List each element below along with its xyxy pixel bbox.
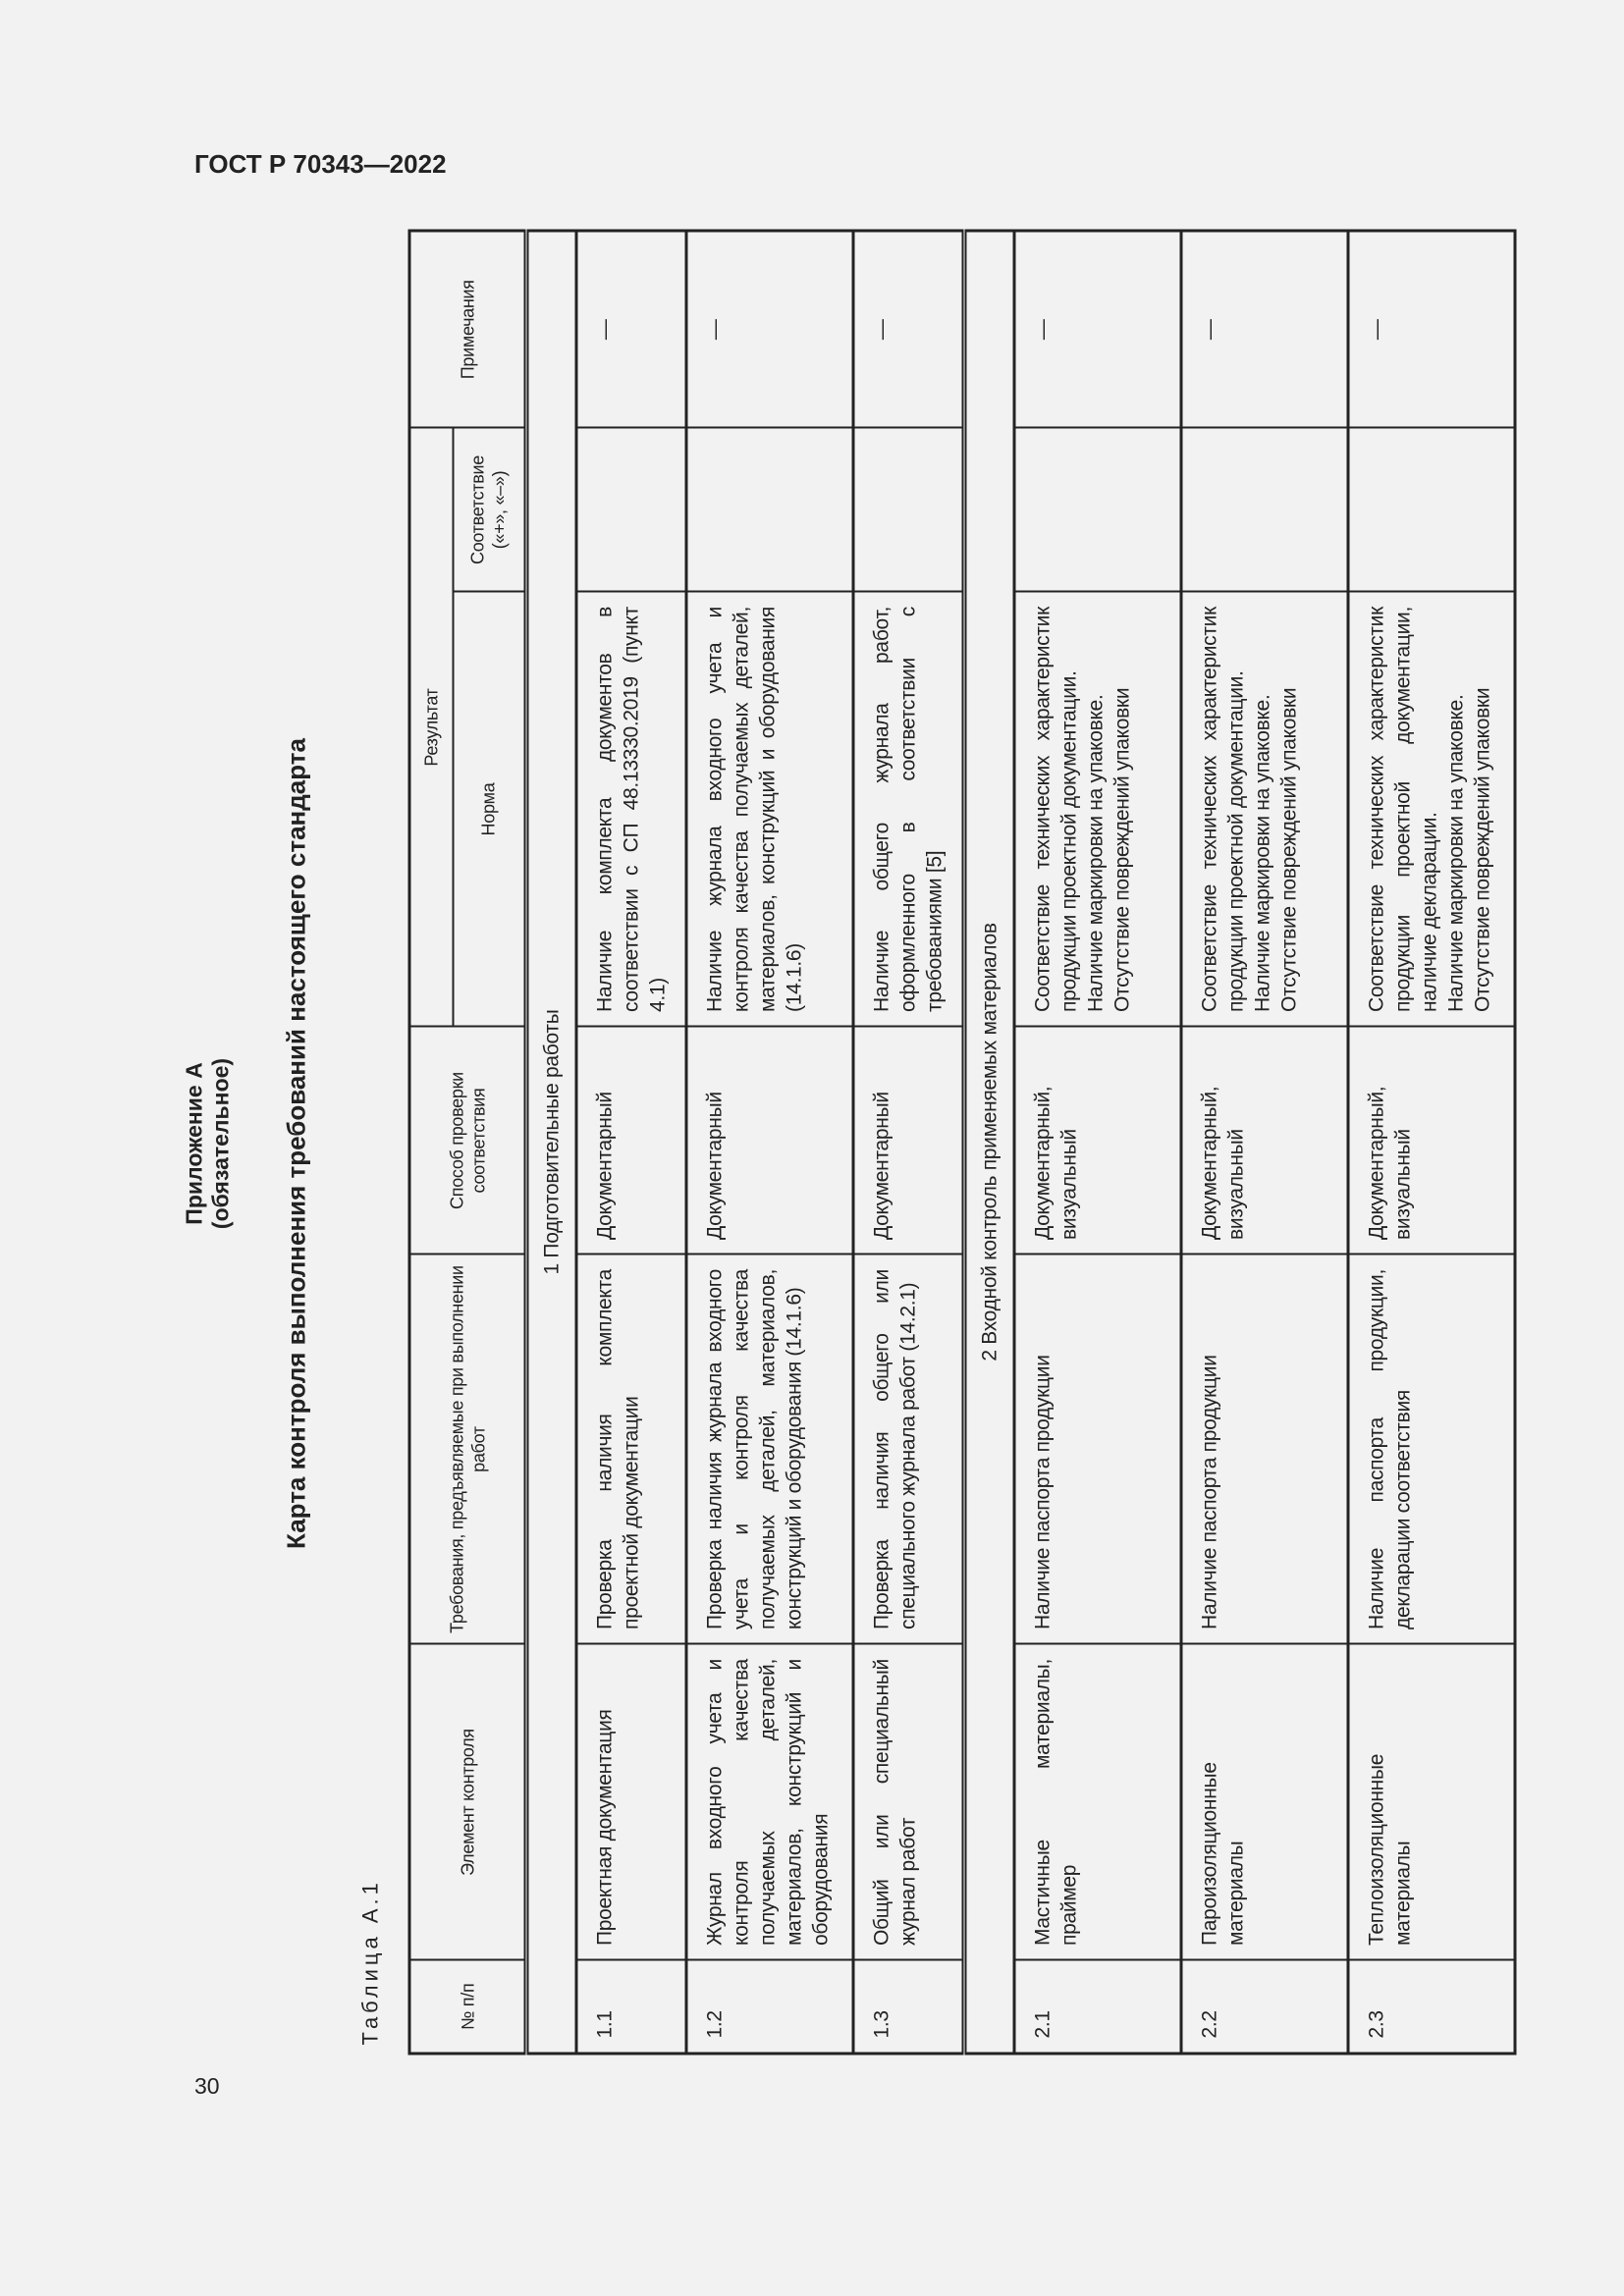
table-label: Таблица А.1 [357, 1878, 382, 2045]
cell-requirements: Наличие паспорта продукции [1014, 1255, 1181, 1644]
header-requirements: Требования, предъявляемые при выполнении работ [409, 1255, 526, 1644]
cell-notes: — [853, 230, 964, 427]
cell-requirements: Наличие паспорта продукции, декларации соответствия [1348, 1255, 1515, 1644]
cell-num: 2.3 [1348, 1960, 1515, 2054]
cell-compliance [1014, 427, 1181, 591]
header-norm: Норма [453, 592, 526, 1027]
cell-compliance [853, 427, 964, 591]
section-title: 1 Подготовительные работы [526, 230, 576, 2053]
header-row [409, 230, 453, 2053]
cell-element: Журнал входного учета и контроля качества получаемых деталей, материалов, конструкций и оборудования [686, 1644, 853, 1960]
cell-element: Пароизоляционные материалы [1181, 1644, 1348, 1960]
table-title: Карта контроля выполнения требований настоящего стандарта [281, 737, 310, 1549]
cell-notes: — [1348, 230, 1515, 427]
document-id: ГОСТ Р 70343—2022 [194, 149, 447, 179]
norm-line: Соответствие технических характеристик продукции проектной документации, наличие декларации. [1365, 606, 1440, 1012]
norm-line: Соответствие технических характеристик продукции проектной документации. [1031, 606, 1080, 1012]
table-row [1014, 230, 1181, 2053]
cell-norm [576, 592, 686, 1027]
cell-norm [1014, 592, 1181, 1027]
cell-method: Документарный, визуальный [1014, 1027, 1181, 1255]
section-title: 2 Входной контроль применяемых материалов [964, 230, 1014, 2053]
norm-line: Наличие комплекта документов в соответствии с СП 48.13330.2019 (пункт 4.1) [593, 606, 669, 1012]
cell-method: Документарный, визуальный [1181, 1027, 1348, 1255]
table-row [1348, 230, 1515, 2053]
header-notes: Примечания [409, 230, 526, 427]
control-map-table [407, 229, 1516, 2055]
header-result: Результат [409, 427, 453, 1026]
cell-requirements: Проверка наличия комплекта проектной документации [576, 1255, 686, 1644]
cell-requirements: Проверка наличия журнала входного учета и контроля качества получаемых деталей, материалов, конструкций и оборудования (14.1.6) [686, 1255, 853, 1644]
cell-num: 1.3 [853, 1960, 964, 2054]
cell-compliance [1181, 427, 1348, 591]
cell-norm [1181, 592, 1348, 1027]
section-row [964, 230, 1014, 2053]
cell-compliance [1348, 427, 1515, 591]
appendix-title: Приложение А [181, 1061, 206, 1225]
page-number: 30 [194, 2073, 220, 2099]
norm-line: Наличие журнала входного учета и контроля качества получаемых деталей, материалов, конструкций и оборудования (14.1.6) [703, 606, 805, 1012]
norm-line: Наличие маркировки на упаковке. [1084, 693, 1107, 1012]
header-method: Способ проверки соответствия [409, 1027, 526, 1255]
appendix-status: (обязательное) [207, 1057, 233, 1229]
cell-requirements: Проверка наличия общего или специального журнала работ (14.2.1) [853, 1255, 964, 1644]
table-row [576, 230, 686, 2053]
cell-notes: — [1181, 230, 1348, 427]
table-row [686, 230, 853, 2053]
header-compliance: Соответствие («+», «–») [453, 427, 526, 591]
header-element: Элемент контроля [409, 1644, 526, 1960]
norm-line: Отсутствие повреждений упаковки [1277, 687, 1300, 1012]
cell-element: Мастичные материалы, праймер [1014, 1644, 1181, 1960]
table-row [1181, 230, 1348, 2053]
cell-notes: — [1014, 230, 1181, 427]
cell-method: Документарный [576, 1027, 686, 1255]
cell-method: Документарный [853, 1027, 964, 1255]
cell-num: 1.2 [686, 1960, 853, 2054]
table-row [853, 230, 964, 2053]
cell-requirements: Наличие паспорта продукции [1181, 1255, 1348, 1644]
norm-line: Соответствие технических характеристик продукции проектной документации. [1198, 606, 1247, 1012]
cell-compliance [576, 427, 686, 591]
norm-line: Наличие маркировки на упаковке. [1444, 693, 1467, 1012]
norm-line: Отсутствие повреждений упаковки [1471, 687, 1493, 1012]
cell-notes: — [576, 230, 686, 427]
cell-norm [686, 592, 853, 1027]
header-num: № п/п [409, 1960, 526, 2054]
cell-element: Общий или специальный журнал работ [853, 1644, 964, 1960]
cell-norm [1348, 592, 1515, 1027]
norm-line: Отсутствие повреждений упаковки [1110, 687, 1133, 1012]
norm-line: Наличие общего журнала работ, оформленного в соответствии с требованиями [5] [870, 606, 946, 1012]
cell-compliance [686, 427, 853, 591]
cell-num: 1.1 [576, 1960, 686, 2054]
cell-num: 2.1 [1014, 1960, 1181, 2054]
section-row [526, 230, 576, 2053]
cell-num: 2.2 [1181, 1960, 1348, 2054]
cell-method: Документарный, визуальный [1348, 1027, 1515, 1255]
cell-element: Проектная документация [576, 1644, 686, 1960]
cell-notes: — [686, 230, 853, 427]
cell-method: Документарный [686, 1027, 853, 1255]
cell-norm [853, 592, 964, 1027]
rotated-page-content [177, 232, 1512, 2055]
cell-element: Теплоизоляционные материалы [1348, 1644, 1515, 1960]
norm-line: Наличие маркировки на упаковке. [1251, 693, 1273, 1012]
